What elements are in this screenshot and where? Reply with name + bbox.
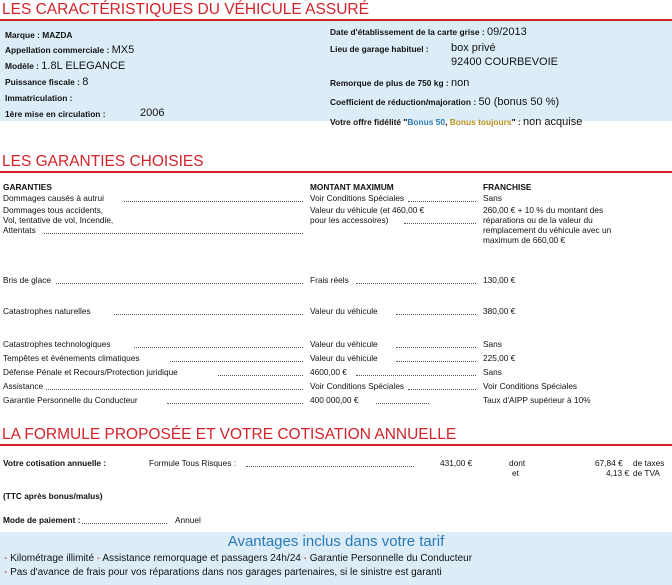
garantie-row-montant: Voir Conditions Spéciales <box>310 381 405 391</box>
cotisation-taxes-label: de taxes <box>633 458 665 468</box>
garantie-row-franchise: Sans <box>483 339 502 349</box>
garantie-row-franchise: 225,00 € <box>483 353 516 363</box>
paiement-label: Mode de paiement : <box>3 515 81 525</box>
garantie-row-leader <box>56 283 303 284</box>
garantie-row-leader <box>396 361 476 362</box>
garantie-row-leader <box>408 389 476 390</box>
paiement-leader <box>82 523 167 524</box>
vehicle-appellation: Appellation commerciale : MX5 <box>5 44 135 56</box>
garantie-row-montant: Valeur du véhicule <box>310 339 378 349</box>
garantie-row-leader <box>396 347 476 348</box>
vehicle-marque: Marque : MAZDA <box>5 30 73 40</box>
garantie-row-name: Vol, tentative de vol, Incendie, <box>3 215 114 225</box>
vehicle-carte-grise: Date d'établissement de la carte grise : 09/2013 <box>330 26 527 38</box>
garantie-row-montant: Valeur du véhicule (et 460,00 € <box>310 205 425 215</box>
garantie-row-leader <box>396 314 476 315</box>
garanties-header-montant: MONTANT MAXIMUM <box>310 182 394 192</box>
garanties-header-garanties: GARANTIES <box>3 182 52 192</box>
garantie-row-name: Assistance <box>3 381 44 391</box>
garantie-row-leader <box>46 389 303 390</box>
cotisation-label: Votre cotisation annuelle : <box>3 458 107 468</box>
garantie-row-leader <box>114 314 303 315</box>
vehicle-modele: Modèle : 1.8L ELEGANCE <box>5 60 126 72</box>
vehicle-offre-fidelite: Votre offre fidélité "Bonus 50, Bonus toujours" : non acquise <box>330 116 583 128</box>
cotisation-taxes-amount: 67,84 € <box>595 458 623 468</box>
garantie-row-franchise: remplacement du véhicule avec un <box>483 225 612 235</box>
garantie-row-leader <box>170 361 303 362</box>
cotisation-section-rule <box>0 444 672 446</box>
garantie-row-name: Défense Pénale et Recours/Protection juridique <box>3 367 178 377</box>
cotisation-amount: 431,00 € <box>440 458 473 468</box>
vehicle-info-box <box>0 21 672 128</box>
cotisation-formule: Formule Tous Risques : <box>149 458 236 468</box>
garantie-row-leader <box>134 347 303 348</box>
garantie-row-name: Catastrophes technologiques <box>3 339 111 349</box>
vehicle-garage-line1: box privé <box>451 42 496 54</box>
garantie-row-montant: Valeur du véhicule <box>310 306 378 316</box>
garantie-row-franchise: 260,00 € + 10 % du montant des <box>483 205 604 215</box>
avantages-line-2: - Pas d'avance de frais pour vos réparations dans nos garages partenaires, si le sinistre est garanti <box>4 567 442 578</box>
cotisation-tva-label: de TVA <box>633 468 660 478</box>
garantie-row-franchise: Sans <box>483 367 502 377</box>
garantie-row-franchise: réparations ou de la valeur du <box>483 215 593 225</box>
garantie-row-montant: 400 000,00 € <box>310 395 359 405</box>
vehicle-immatriculation: Immatriculation : <box>5 93 73 103</box>
garantie-row-leader <box>376 403 429 404</box>
avantages-title: Avantages inclus dans votre tarif <box>227 533 445 550</box>
garantie-row-franchise: Taux d'AIPP supérieur à 10% <box>483 395 591 405</box>
garantie-row-leader <box>44 233 303 234</box>
cotisation-tva-amount: 4,13 € <box>606 468 630 478</box>
garantie-row-leader <box>167 403 303 404</box>
garantie-row-leader <box>218 375 303 376</box>
garantie-row-montant: 4600,00 € <box>310 367 347 377</box>
cotisation-section-title: LA FORMULE PROPOSÉE ET VOTRE COTISATION ANNUELLE <box>2 426 457 443</box>
garanties-section-title: LES GARANTIES CHOISIES <box>2 153 204 170</box>
garantie-row-montant: Voir Conditions Spéciales <box>310 193 405 203</box>
garantie-row-name: Dommages tous accidents, <box>3 205 104 215</box>
garantie-row-franchise: 380,00 € <box>483 306 516 316</box>
garantie-row-name: Attentats <box>3 225 36 235</box>
garantie-row-name: Bris de glace <box>3 275 51 285</box>
vehicle-section-title: LES CARACTÉRISTIQUES DU VÉHICULE ASSURÉ <box>2 1 369 18</box>
vehicle-remorque: Remorque de plus de 750 kg : non <box>330 77 470 89</box>
avantages-line-1: - Kilométrage illimité - Assistance remorquage et passagers 24h/24 - Garantie Personnelle du Conducteur <box>4 553 473 564</box>
cotisation-ttc-note: (TTC après bonus/malus) <box>3 491 103 501</box>
paiement-value: Annuel <box>175 515 201 525</box>
garantie-row-name: Tempêtes et événements climatiques <box>3 353 140 363</box>
garantie-row-franchise: 130,00 € <box>483 275 516 285</box>
vehicle-garage-label: Lieu de garage habituel : <box>330 44 429 54</box>
garantie-row-leader <box>408 201 476 202</box>
vehicle-puissance: Puissance fiscale : 8 <box>5 76 89 88</box>
cotisation-dont: dont <box>509 458 526 468</box>
garanties-header-franchise: FRANCHISE <box>483 182 532 192</box>
garanties-section-rule <box>0 171 672 173</box>
garantie-row-leader <box>356 375 476 376</box>
vehicle-garage-line2: 92400 COURBEVOIE <box>451 56 558 68</box>
garantie-row-montant: pour les accessoires) <box>310 215 389 225</box>
garantie-row-franchise: maximum de 660,00 € <box>483 235 566 245</box>
garantie-row-leader <box>404 223 476 224</box>
vehicle-coefficient: Coefficient de réduction/majoration : 50 (bonus 50 %) <box>330 96 560 108</box>
vehicle-mise-en-circulation-value: 2006 <box>140 107 165 119</box>
cotisation-leader <box>246 466 414 467</box>
garantie-row-leader <box>124 201 303 202</box>
garantie-row-name: Catastrophes naturelles <box>3 306 91 316</box>
garantie-row-montant: Valeur du véhicule <box>310 353 378 363</box>
garantie-row-leader <box>356 283 476 284</box>
garantie-row-montant: Frais réels <box>310 275 349 285</box>
garantie-row-franchise: Sans <box>483 193 502 203</box>
garantie-row-name: Garantie Personnelle du Conducteur <box>3 395 138 405</box>
vehicle-mise-en-circulation: 1ère mise en circulation : <box>5 109 106 119</box>
garantie-row-franchise: Voir Conditions Spéciales <box>483 381 578 391</box>
garantie-row-name: Dommages causés à autrui <box>3 193 104 203</box>
cotisation-et: et <box>512 468 519 478</box>
